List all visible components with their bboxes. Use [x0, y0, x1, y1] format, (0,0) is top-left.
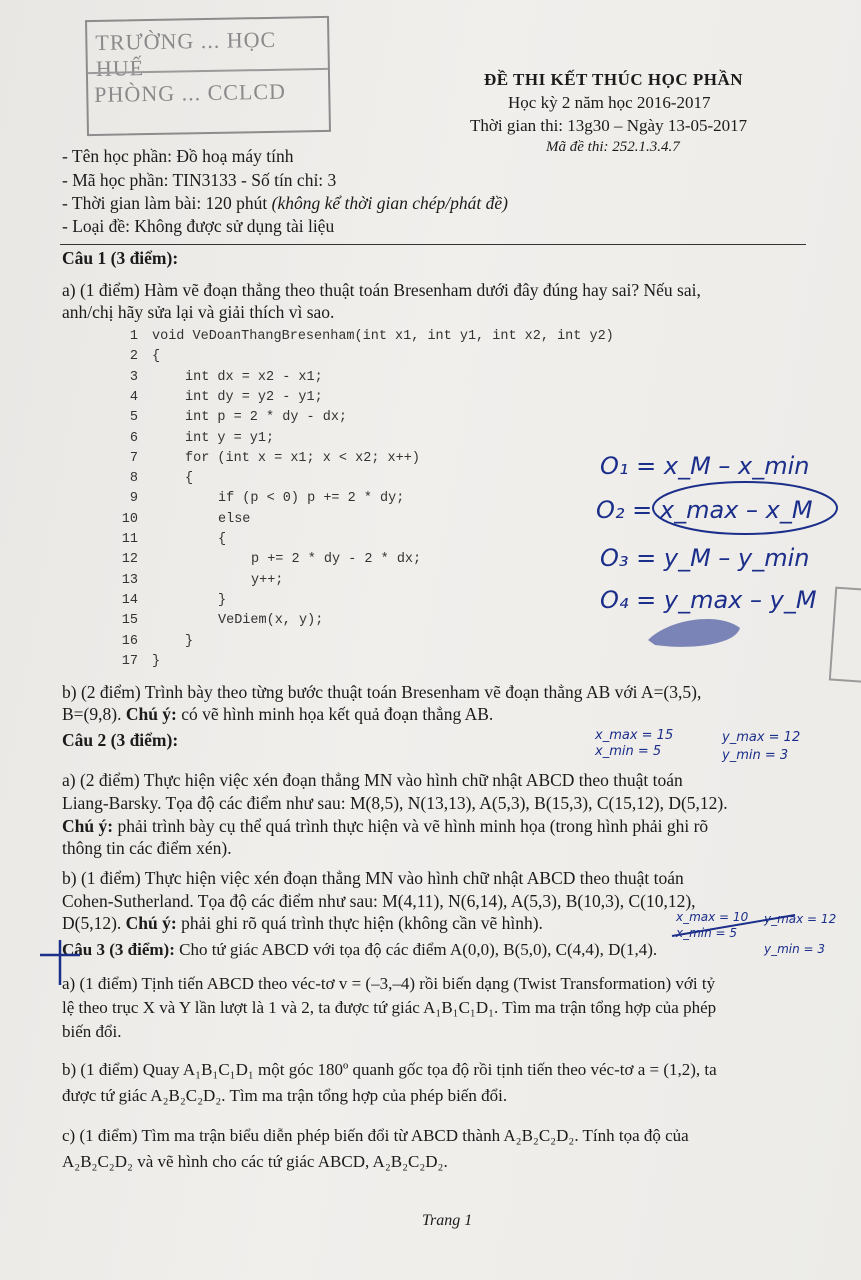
code-line-number: 5 [129, 410, 138, 426]
code-line-text: { [218, 532, 227, 547]
q3b-line-1: b) (1 điểm) Quay A₁B₁C₁D₁ một góc 180º quanh gốc tọa độ rồi tịnh tiến theo véc-tơ a = (1,2), ta [62, 1060, 717, 1079]
q2a-line-1: a) (2 điểm) Thực hiện việc xén đoạn thẳng MN vào hình chữ nhật ABCD theo thuật toán [62, 770, 683, 790]
semester-line: Học kỳ 2 năm học 2016-2017 [508, 93, 711, 112]
code-line-text: int dx = x2 - x1; [185, 369, 323, 385]
q3c-line-1: c) (1 điểm) Tìm ma trận biểu diễn phép biến đổi từ ABCD thành A₂B₂C₂D₂. Tính tọa độ của [62, 1126, 689, 1145]
q2b-line-2: Cohen-Sutherland. Tọa độ các điểm như sau: M(4,11), N(6,14), A(5,3), B(10,3), C(10,12), [62, 891, 696, 911]
handwritten-ymax-12b: y_max = 12 [764, 912, 837, 926]
exam-code-line: Mã đề thi: 252.1.3.4.7 [546, 139, 680, 155]
code-line-text: int dy = y2 - y1; [185, 389, 323, 405]
code-line-number: 15 [121, 613, 138, 629]
q3a-line-2: lệ theo trục X và Y lần lượt là 1 và 2, ta được tứ giác A₁B₁C₁D₁. Tìm ma trận tổng hợp của phép [62, 998, 717, 1017]
code-line-number: 16 [121, 633, 138, 649]
handwritten-xmax-10: x_max = 10 [676, 910, 749, 924]
code-line-number: 8 [129, 471, 138, 487]
code-line-text: } [185, 633, 194, 649]
code-line-text: else [218, 511, 251, 527]
course-code: - Mã học phần: TIN3133 - Số tín chỉ: 3 [62, 170, 337, 190]
code-line-text: void VeDoanThangBresenham(int x1, int y1, int x2, int y2) [152, 329, 614, 344]
stamp-line-1: TRƯỜNG ... HỌC HUẾ [95, 26, 277, 81]
code-line-text: if (p < 0) p += 2 * dy; [218, 491, 405, 507]
handwritten-o1: O₁ = x_M – x_min [600, 452, 810, 480]
q3a-line-3: biến đổi. [62, 1022, 122, 1041]
code-line-number: 9 [129, 491, 138, 507]
code-line-number: 2 [129, 349, 138, 365]
partial-stamp-edge [829, 587, 861, 684]
code-line-number: 7 [129, 450, 138, 466]
q1b-note-label: Chú ý: [125, 704, 177, 724]
code-line-text: p += 2 * dy - 2 * dx; [251, 552, 422, 568]
q1b-note-text: có vẽ hình minh họa kết quả đoạn thẳng AB. [176, 704, 494, 724]
code-line-text: { [152, 349, 161, 365]
ink-scribble [648, 619, 740, 647]
code-line-text: int p = 2 * dy - dx; [185, 410, 348, 426]
exam-type: - Loại đề: Không được sử dụng tài liệu [62, 216, 335, 236]
q2a-line-2: Liang-Barsky. Tọa độ các điểm như sau: M(8,5), N(13,13), A(5,3), B(15,3), C(15,12), D(5,12). [62, 793, 728, 813]
handwritten-o3: O₃ = y_M – y_min [600, 544, 810, 572]
code-line-number: 13 [121, 572, 138, 588]
q2a-note-label: Chú ý: [62, 816, 114, 836]
q2b-note-label: Chú ý: [125, 913, 177, 933]
code-line-number: 3 [129, 369, 138, 385]
handwritten-xmax-15: x_max = 15 [595, 728, 674, 743]
code-line-number: 17 [121, 653, 138, 669]
ink-cross-mark [40, 940, 80, 985]
code-line-text: VeDiem(x, y); [218, 613, 324, 629]
q2-title: Câu 2 (3 điểm): [62, 730, 179, 750]
handwritten-ymax-12: y_max = 12 [722, 730, 801, 745]
stamp-line-2: PHÒNG ... CCLCD [94, 78, 287, 107]
handwritten-o4: O₄ = y_max – y_M [600, 586, 817, 614]
duration-note: (không kể thời gian chép/phát đề) [271, 193, 508, 213]
q3-title: Câu 3 (3 điểm): [62, 940, 175, 959]
handwritten-xmin-5: x_min = 5 [595, 744, 662, 759]
q1a-line-2: anh/chị hãy sửa lại và giải thích vì sao. [62, 302, 335, 322]
ink-oval [653, 482, 837, 534]
exam-title: ĐỀ THI KẾT THÚC HỌC PHẦN [484, 70, 744, 89]
code-line-number: 11 [121, 532, 138, 547]
q3b-line-2: được tứ giác A₂B₂C₂D₂. Tìm ma trận tổng hợp của phép biến đổi. [62, 1086, 508, 1105]
q2b-note-text: phải ghi rõ quá trình thực hiện (không cần vẽ hình). [176, 913, 543, 933]
code-line-number: 6 [129, 430, 138, 446]
q3-title-rest: Cho tứ giác ABCD với tọa độ các điểm A(0,0), B(5,0), C(4,4), D(1,4). [174, 940, 658, 959]
handwritten-xmin-5b: x_min = 5 [676, 926, 738, 940]
code-line-text: int y = y1; [185, 430, 275, 446]
handwritten-o2: O₂ = x_max – x_M [596, 496, 813, 524]
code-line-number: 4 [129, 389, 138, 405]
page-number: Trang 1 [422, 1212, 473, 1229]
q2a-line-4: thông tin các điểm xén). [62, 838, 232, 858]
q2b-prefix: D(5,12). [62, 913, 126, 933]
q2a-note-text: phải trình bày cụ thể quá trình thực hiện và vẽ hình minh họa (trong hình phải ghi rõ [113, 816, 709, 836]
code-line-number: 10 [121, 511, 138, 527]
q1-title: Câu 1 (3 điểm): [62, 248, 179, 268]
q3a-line-1: a) (1 điểm) Tịnh tiến ABCD theo véc-tơ v = (–3,–4) rồi biến dạng (Twist Transformation) với tỷ [62, 974, 716, 993]
code-line-number: 14 [121, 592, 138, 608]
q1b-prefix: B=(9,8). [62, 704, 126, 724]
code-line-text: } [218, 592, 227, 608]
duration-prefix: - Thời gian làm bài: 120 phút [62, 193, 272, 213]
code-line-text: for (int x = x1; x < x2; x++) [185, 450, 420, 466]
handwritten-ymin-3: y_min = 3 [722, 748, 789, 763]
q2b-line-1: b) (1 điểm) Thực hiện việc xén đoạn thẳng MN vào hình chữ nhật ABCD theo thuật toán [62, 868, 684, 888]
code-line-number: 12 [121, 552, 138, 568]
q3c-line-2: A₂B₂C₂D₂ và vẽ hình cho các tứ giác ABCD, A₂B₂C₂D₂. [62, 1152, 448, 1171]
code-line-text: { [185, 471, 194, 487]
q1a-line-1: a) (1 điểm) Hàm vẽ đoạn thẳng theo thuật toán Bresenham dưới đây đúng hay sai? Nếu sai, [62, 280, 701, 300]
course-name: - Tên học phần: Đồ hoạ máy tính [62, 146, 294, 166]
code-line-text: y++; [251, 572, 284, 588]
code-line-text: } [152, 653, 161, 669]
handwritten-ymin-3b: y_min = 3 [764, 942, 826, 956]
exam-time-line: Thời gian thi: 13g30 – Ngày 13-05-2017 [470, 116, 748, 135]
code-line-number: 1 [129, 329, 138, 344]
q1b-line-1: b) (2 điểm) Trình bày theo từng bước thuật toán Bresenham vẽ đoạn thẳng AB với A=(3,5), [62, 682, 702, 702]
